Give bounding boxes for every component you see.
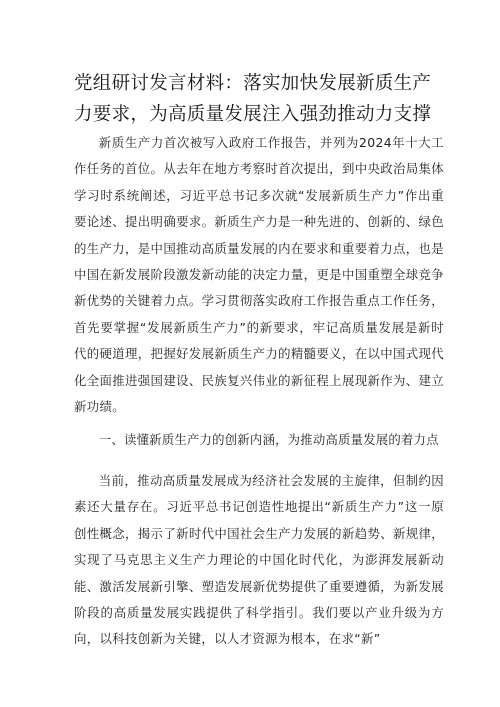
body-paragraph-1: 新质生产力首次被写入政府工作报告，并列为2024年十大工作任务的首位。从去年在地方考察时首次提出，到中央政治局集体学习时系统阐述，习近平总书记多次就“发展新质生产力”作出重要论述、提出明确要求。新质生产力是一种先进的、创新的、绿色的生产力，是中国推动高质量发展的内在要求和重要着力点，也是中国在新发展阶段激发新动能的决定力量，更是中国重塑全球竞争新优势的关键着力点。学习贯彻落实政府工作报告重点工作任务，首先要掌握“发展新质生产力”的新要求，牢记高质量发展是新时代的硬道理，把握好发展新质生产力的精髓要义，在以中国式现代化全面推进强国建设、民族复兴伟业的新征程上展现新作为、建立新功绩。 xyxy=(74,135,444,415)
body-paragraph-2: 当前，推动高质量发展成为经济社会发展的主旋律，但制约因素还大量存在。习近平总书记创造性地提出“新质生产力”这一原创性概念，揭示了新时代中国社会生产力发展的新趋势、新规律，实现了马克思主义生产力理论的中国化时代化，为澎湃发展新动能、激活发展新引擎、塑造发展新优势提供了重要遵循，为新发展阶段的高质量发展实践提供了科学指引。我们要以产业升级为方向，以科技创新为关键，以人才资源为根本，在求“新” xyxy=(74,473,444,647)
section-heading-1: 一、读懂新质生产力的创新内涵，为推动高质量发展的着力点 xyxy=(98,432,439,447)
document-title: 党组研讨发言材料：落实加快发展新质生产力要求，为高质量发展注入强劲推动力支撑 xyxy=(74,73,432,125)
